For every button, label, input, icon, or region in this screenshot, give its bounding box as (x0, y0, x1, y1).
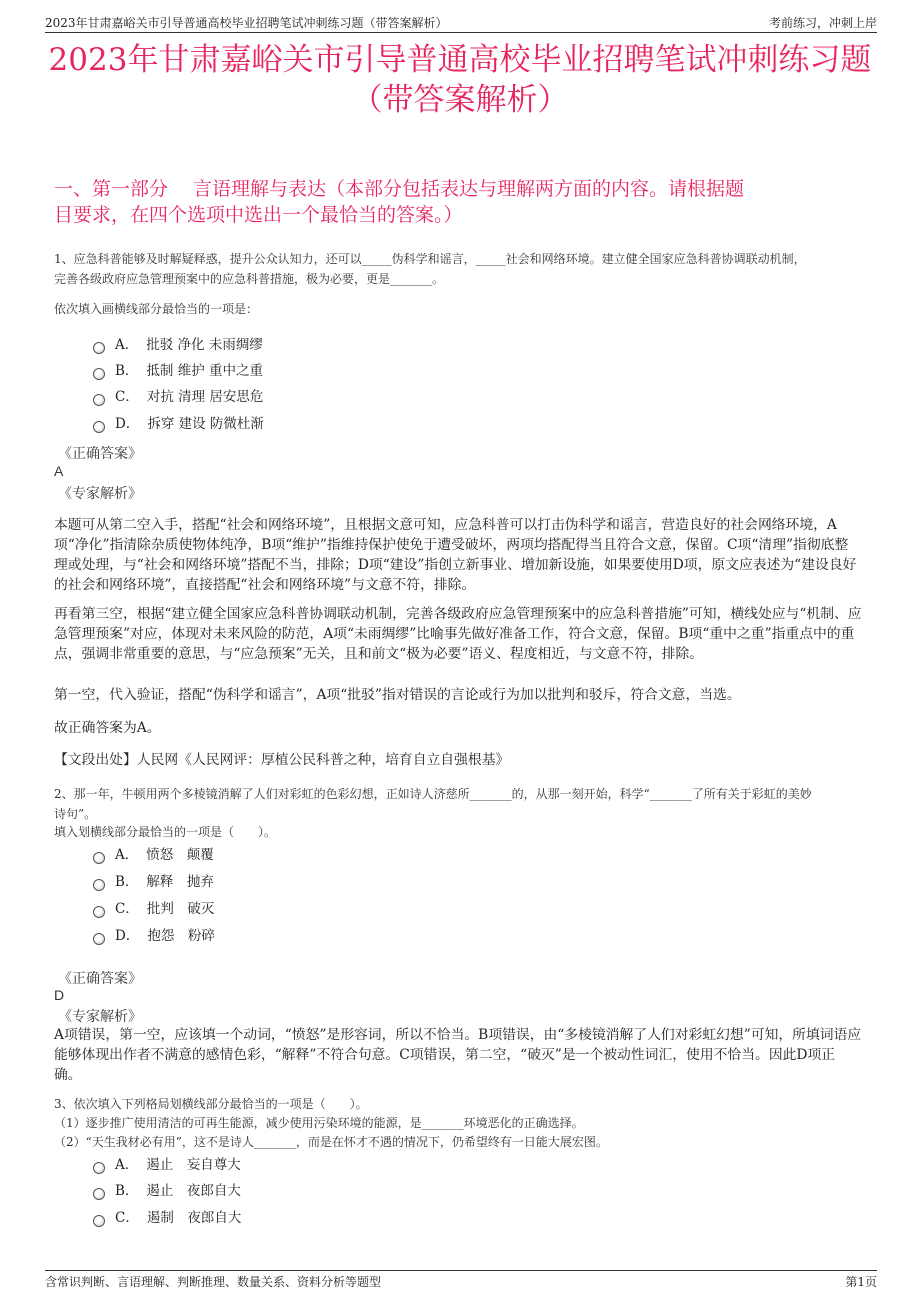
header-slogan: 考前练习，冲刺上岸 (768, 16, 877, 30)
section-heading-line2: 目要求，在四个选项中选出一个最恰当的答案。） (54, 204, 463, 226)
radio-icon[interactable] (93, 394, 105, 406)
question-1-answer-label: 《正确答案》 (58, 446, 142, 462)
question-1-option-c[interactable] (93, 387, 263, 407)
question-1-stem (54, 249, 884, 289)
document-title-line1: 2023年甘肃嘉峪关市引导普通高校毕业招聘笔试冲刺练习题 (48, 42, 872, 78)
option-letter: A． (115, 337, 139, 353)
question-1-stem-line1: 1、应急科普能够及时解疑释惑，提升公众认知力，还可以_____伪科学和谣言，_____社会和网络环境。建立健全国家应急科普协调联动机制， (54, 252, 806, 266)
question-1-analysis-p1: 本题可从第二空入手，搭配“社会和网络环境”，且根据文意可知，应急科普可以打击伪科学和谣言，营造良好的社会网络环境，A项“净化”指清除杂质使物体纯净，B项“维护”指维持保护使免于遭受破坏，两项均搭配得当且符合文意，保留。C项“清理”指彻底整理或处理，与“社会和网络环境”搭配不当，排除；D项“建设”指创立新事业、增加新设施，如果要使用D项，原文应表述为“建设良好的社会和网络环境”，直接搭配“社会和网络环境”与文意不符，排除。 (54, 517, 857, 593)
question-3-sub-1: （1）逐步推广使用清洁的可再生能源，减少使用污染环境的能源，是_______环境恶化的正确选择。 (54, 1116, 584, 1130)
question-1-stem-line2: 完善各级政府应急管理预案中的应急科普措施，极为必要，更是_______。 (54, 272, 445, 286)
footer-description: 含常识判断、言语理解、判断推理、数量关系、资料分析等题型 (45, 1275, 382, 1289)
question-2-instruction: 填入划横线部分最恰当的一项是（ ）。 (54, 825, 277, 839)
question-2-option-a[interactable] (93, 845, 214, 865)
page-header (45, 10, 877, 33)
section-heading (54, 176, 874, 228)
question-1-instruction: 依次填入画横线部分最恰当的一项是： (54, 302, 259, 316)
question-2-analysis-label: 《专家解析》 (58, 1009, 142, 1025)
option-letter: A． (115, 1157, 139, 1173)
question-3-sub-2: （2）“天生我材必有用”，这不是诗人_______，而是在怀才不遇的情况下，仍希望终有一日能大展宏图。 (54, 1135, 608, 1149)
option-letter: B． (115, 363, 139, 379)
question-1-option-a[interactable] (93, 335, 263, 355)
option-letter: D． (115, 928, 140, 944)
option-letter: D． (115, 416, 140, 432)
page-number: 第1页 (845, 1275, 877, 1289)
option-text: 遏制 夜郎自大 (146, 1210, 242, 1226)
question-2-stem-line1: 2、那一年，牛顿用两个多棱镜消解了人们对彩虹的色彩幻想，正如诗人济慈所_______的，从那一刻开始，科学“_______了所有关于彩虹的美妙 (54, 787, 812, 801)
option-text: 拆穿 建设 防微杜渐 (147, 416, 264, 432)
page-footer (45, 1270, 877, 1293)
question-2-stem-line2: 诗句”。 (54, 807, 97, 821)
option-letter: A． (115, 847, 139, 863)
radio-icon[interactable] (93, 368, 105, 380)
option-text: 遏止 夜郎自大 (146, 1183, 241, 1199)
question-3-option-a[interactable] (93, 1155, 241, 1175)
question-1-analysis-p2: 再看第三空，根据“建立健全国家应急科普协调联动机制，完善各级政府应急管理预案中的应急科普措施”可知，横线处应与“机制、应急管理预案”对应，体现对未来风险的防范，A项“未雨绸缪”比喻事先做好准备工作，符合文意，保留。B项“重中之重”指重点中的重点，强调非常重要的意思，与“应急预案”无关，且和前文“极为必要”语义、程度相近，与文意不符，排除。 (54, 606, 862, 662)
radio-icon[interactable] (93, 1215, 105, 1227)
option-text: 抵制 维护 重中之重 (146, 363, 264, 379)
question-2-option-d[interactable] (93, 926, 215, 946)
option-letter: C． (115, 389, 139, 405)
question-2-analysis: A项错误，第一空，应该填一个动词，“愤怒”是形容词，所以不恰当。B项错误，由“多棱镜消解了人们对彩虹幻想”可知，所填词语应能够体现出作者不满意的感情色彩，“解释”不符合句意。C项错误，第二空，“破灭”是一个被动性词汇，使用不恰当。因此D项正确。 (54, 1027, 862, 1083)
question-3-option-b[interactable] (93, 1181, 241, 1201)
document-title (40, 40, 880, 120)
option-letter: B． (115, 1183, 139, 1199)
option-text: 对抗 清理 居安思危 (146, 389, 264, 405)
question-1-analysis-p4: 故正确答案为A。 (54, 720, 161, 736)
option-text: 愤怒 颠覆 (146, 847, 214, 863)
question-2-option-b[interactable] (93, 872, 214, 892)
section-heading-line1: 一、第一部分 言语理解与表达（本部分包括表达与理解两方面的内容。请根据题 (54, 178, 745, 200)
option-letter: B． (115, 874, 139, 890)
option-text: 抱怨 粉碎 (147, 928, 215, 944)
option-text: 解释 抛弃 (146, 874, 214, 890)
radio-icon[interactable] (93, 1188, 105, 1200)
question-2-option-c[interactable] (93, 899, 214, 919)
header-title: 2023年甘肃嘉峪关市引导普通高校毕业招聘笔试冲刺练习题（带答案解析） (45, 16, 448, 30)
question-1-answer: A (54, 463, 64, 479)
option-text: 遏止 妄自尊大 (146, 1157, 241, 1173)
question-2-answer-label: 《正确答案》 (58, 971, 142, 987)
question-3-stem: 3、依次填入下列格局划横线部分最恰当的一项是（ ）。 (54, 1097, 368, 1111)
question-3-option-c[interactable] (93, 1208, 241, 1228)
question-1-source: 【文段出处】人民网《人民网评：厚植公民科普之种，培育自立自强根基》 (54, 752, 510, 768)
question-1-analysis-p3: 第一空，代入验证，搭配“伪科学和谣言”，A项“批驳”指对错误的言论或行为加以批判和驳斥，符合文意，当选。 (54, 687, 741, 703)
radio-icon[interactable] (93, 1162, 105, 1174)
question-1-option-d[interactable] (93, 414, 264, 434)
option-text: 批判 破灭 (146, 901, 215, 917)
option-letter: C． (115, 1210, 139, 1226)
radio-icon[interactable] (93, 906, 105, 918)
document-title-line2: （带答案解析） (351, 82, 569, 118)
question-2-stem (54, 784, 884, 824)
question-1-analysis-label: 《专家解析》 (58, 486, 142, 502)
radio-icon[interactable] (93, 421, 105, 433)
radio-icon[interactable] (93, 933, 105, 945)
radio-icon[interactable] (93, 342, 105, 354)
option-text: 批驳 净化 未雨绸缪 (146, 337, 263, 353)
option-letter: C． (115, 901, 139, 917)
radio-icon[interactable] (93, 879, 105, 891)
question-1-option-b[interactable] (93, 361, 263, 381)
radio-icon[interactable] (93, 852, 105, 864)
question-2-answer: D (54, 987, 65, 1003)
